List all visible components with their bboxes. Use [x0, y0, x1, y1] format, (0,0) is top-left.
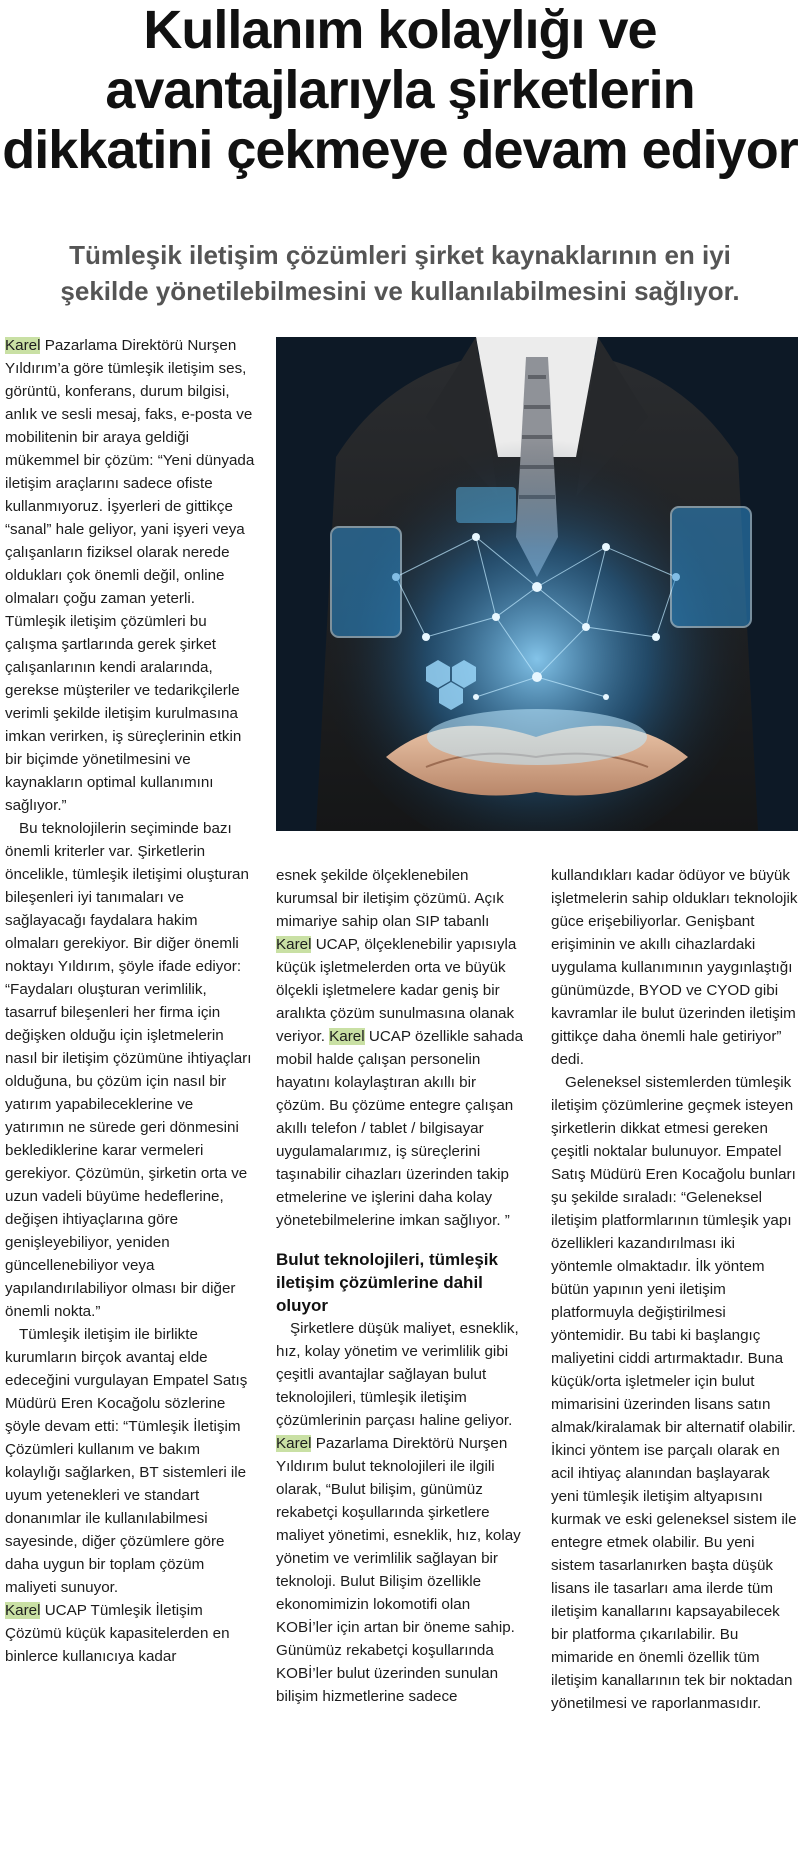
deck-line-2: şekilde yönetilebilmesini ve kullanılabilmesini sağlıyor.: [60, 276, 740, 306]
column1-paragraph-1-text: Pazarlama Direktörü Nurşen Yıldırım’a göre tümleşik iletişim ses, görüntü, konferans, durum bilgisi, anlık ve sesli mesaj, faks, e-posta ve mobilitenin bir araya geldiği mükemmel bir çözüm: “Yeni dünyada iletişim araçlarını sadece ofiste kullanmıyoruz. İşyerleri de gittikçe “sanal” hale geliyor, yani işyeri veya çalışanların fiziksel olarak nerede oldukları çok önemli değil, online olmaları çoğu zaman yeterli. Tümleşik iletişim çözümleri bu çalışma şartlarında gerek şirket çalışanlarının kendi aralarında, gerekse müşteriler ve tedarikçilerle verimli şekilde iletişim kurulmasına imkan verirken, iş süreçlerinin etkin bir biçimde yönetilmesini ve kaynakların optimal kullanımını sağlıyor.”: [5, 337, 255, 814]
column2-text-a: esnek şekilde ölçeklenebilen kurumsal bir iletişim çözümü. Açık mimariye sahip olan SIP tabanlı: [276, 867, 504, 930]
article-column-1: [5, 334, 255, 1668]
column3-paragraph-1: kullandıkları kadar ödüyor ve büyük işletmelerin sahip oldukları teknolojik güce erişebiliyorlar. Genişbant erişiminin ve akıllı cihazlardaki uygulama kullanımının yaygınlaştığı günümüzde, BYOD ve CYOD gibi kavramlar ile bulut üzerinden iletişim gittikçe daha önemli hale getiriyor” dedi.: [551, 867, 798, 1068]
company-name: Karel: [5, 1602, 41, 1619]
company-name: Karel: [276, 936, 312, 953]
company-name: Karel: [329, 1028, 365, 1045]
column2-text-d: Şirketlere düşük maliyet, esneklik, hız, kolay yönetim ve verimlilik gibi çeşitli avantajlar sağlayan bulut teknolojileri, tümleşik iletişim çözümlerinin parçası haline geliyor.: [276, 1320, 519, 1429]
column2-text-c: UCAP özellikle sahada mobil halde çalışan personelin hayatını kolaylaştıran akıllı bir çözüm. Bu çözüme entegre çalışan akıllı telefon / tablet / bilgisayar uygulamalarımız, iş süreçlerini taşınabilir cihazları üzerinden takip etmelerine ve işlerini daha kolay yönetebilmelerine imkan sağlıyor. ”: [276, 1028, 524, 1229]
company-name: Karel: [5, 337, 41, 354]
column2-text-b: UCAP, ölçeklenebilir yapısıyla küçük işletmelerden orta ve büyük ölçekli işletmelere kadar geniş bir aralıkta çözüm sunulmasına olanak veriyor.: [276, 936, 517, 1045]
section-subheading: Bulut teknolojileri, tümleşik iletişim çözümlerine dahil oluyor: [276, 1250, 498, 1315]
headline-line-2: avantajlarıyla şirketlerin: [105, 60, 695, 120]
article-column-2: [276, 864, 526, 1708]
company-name: Karel: [276, 1435, 312, 1452]
column1-paragraph-3: Tümleşik iletişim ile birlikte kurumların birçok avantaj elde edeceğini vurgulayan Empatel Satış Müdürü Eren Kocağolu sözlerine şöyle devam etti: “Tümleşik İletişim Çözümleri kullanım ve bakım kolaylığı sağlarken, BT sistemleri ile uyum yetenekleri ve standart donanımlar ile kullanılabilmesi sayesinde, diğer çözümlere göre daha uygun bir toplam çözüm maliyeti sunuyor.: [5, 1326, 248, 1596]
article-headline: [0, 0, 800, 180]
column1-paragraph-4: [5, 1599, 255, 1668]
column1-paragraph-1: [5, 334, 255, 817]
column3-paragraph-2: Geleneksel sistemlerden tümleşik iletişim çözümlerine geçmek isteyen şirketlerin dikkat etmesi gereken çeşitli noktalar bulunuyor. Empatel Satış Müdürü Eren Kocağolu bunları şu şekilde sıraladı: “Geleneksel iletişim platformlarının tümleşik yapı özellikleri kazandırılması iki yöntemle olmaktadır. İlk yöntem bütün yapının yeni iletişim platformuyla değiştirilmesi yöntemidir. Bu tabi ki başlangıç maliyetini ciddi artırmaktadır. Buna küçük/orta işletmeler için bulut mimarisini üzerinden lisans satın almak/kiralamak bir alternatif olabilir. İkinci yöntem ise parçalı olarak en acil ihtiyaç alanından başlayarak yeni tümleşik iletişim altyapısını kurmak ve eski geleneksel sistem ile entegre etmek olabilir. Bu yeni sistem tasarlanırken başta düşük lisans ile tasarları ama ilerde tüm iletişim kanallarını kapsayabilecek bir platforma çıkarılabilir. Bu mimaride en önemli özellik tüm iletişim kanallarının tek bir noktadan yönetilmesi ve raporlanmasıdır.: [551, 1074, 797, 1712]
headline-line-1: Kullanım kolaylığı ve: [143, 0, 657, 60]
article-photo: [276, 337, 798, 831]
businessman-network-icon: [276, 337, 798, 831]
column1-paragraph-4-text: UCAP Tümleşik İletişim Çözümü küçük kapasitelerden en binlerce kullanıcıya kadar: [5, 1602, 230, 1665]
article-column-3: [551, 864, 799, 1715]
column2-text-e: Pazarlama Direktörü Nurşen Yıldırım bulut teknolojileri ile ilgili olarak, “Bulut bilişim, günümüz rekabetçi koşullarında şirketlere maliyet yönetimi, esneklik, hız, kolay yönetim ve verimlilik sağlayan bir teknoloji. Bulut Bilişim özellikle ekonomimizin lokomotifi olan KOBİ’ler için artan bir öneme sahip. Günümüz rekabetçi koşullarında KOBİ’ler bulut üzerinden sunulan bilişim hizmetlerine sadece: [276, 1435, 521, 1705]
article-deck: [0, 237, 800, 309]
deck-line-1: Tümleşik iletişim çözümleri şirket kaynaklarının en iyi: [69, 240, 731, 270]
column2-paragraph-2: [276, 1317, 526, 1708]
column1-paragraph-2: Bu teknolojilerin seçiminde bazı önemli kriterler var. Şirketlerin öncelikle, tümleşik iletişimi oluşturan bileşenleri iyi tanımaları ve sağlayacağı faydalara hakim olmaları gerekiyor. Bir diğer önemli noktayı Yıldırım, şöyle ifade ediyor: “Faydaları oluşturan verimlilik, tasarruf bileşenleri her firma için değişken olduğu için işletmelerin nasıl bir iletişim çözümüne ihtiyaçları olduğuna, bu çözüm için nasıl bir yatırım yapabileceklerine ve yatırımın ne sürede geri dönmesini beklediklerine karar vermeleri gerekiyor. Çözümün, şirketin orta ve uzun vadeli büyüme hedeflerine, değişen ihtiyaçlarına göre genişleyebiliyor, yeniden güncellenebiliyor veya yapılandırılabiliyor olması bir diğer önemli nokta.”: [5, 820, 252, 1320]
headline-line-3: dikkatini çekmeye devam ediyor: [2, 120, 798, 180]
column2-paragraph-1: [276, 864, 526, 1232]
